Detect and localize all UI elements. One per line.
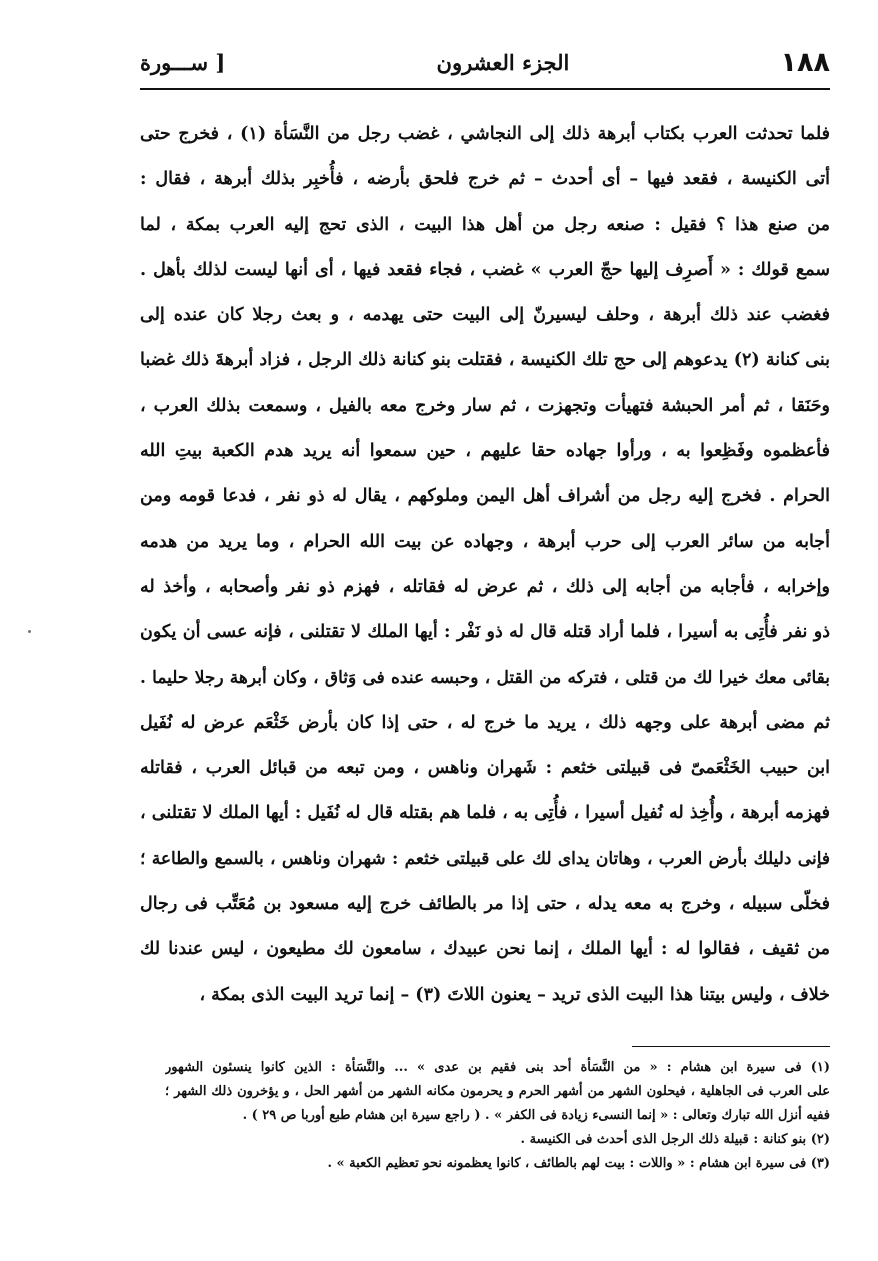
text-line: فغضب عند ذلك أبرهة ، وحلف ليسيرنّ إلى البيت حتى يهدمه ، و بعث رجلا كان عنده إلى	[140, 305, 830, 326]
text-line: بنى كنانة (٢) يدعوهم إلى حج تلك الكنيسة ، فقتلت بنو كنانة ذلك الرجل ، فزاد أبرهةَ ذلك غضبا	[140, 350, 830, 371]
page-number: ١٨٨	[780, 46, 830, 78]
running-title: الجزء العشرون	[436, 49, 570, 75]
footnote-line: على العرب فى الجاهلية ، فيحلون الشهر من أشهر الحرم و يحرمون مكانه الشهر من أشهر الحل ، و يؤخرون ذلك الشهر ؛	[165, 1084, 830, 1099]
text-line: الحرام . فخرج إليه رجل من أشراف أهل اليمن وملوكهم ، يقال له ذو نفر ، فدعا قومه ومن	[140, 486, 830, 507]
footnote-rule	[632, 1046, 830, 1047]
body-text	[140, 112, 830, 1018]
text-line: سمع قولك : « أَصرِف إليها حجّ العرب » غضب ، فجاء فقعد فيها ، أى أنها ليست لذلك بأهل .	[140, 259, 830, 280]
footnote-line: (٣) فى سيرة ابن هشام : « واللات : بيت لهم بالطائف ، كانوا يعظمونه نحو تعظيم الكعبة » .	[327, 1156, 830, 1171]
scan-speck	[28, 630, 31, 633]
text-line: فهزمه أبرهة ، وأُخِذ له نُفيل أسيرا ، فأُتِى به ، فلما هم بقتله قال له نُفَيل : أيها الملك لا تقتلنى ،	[140, 803, 830, 824]
text-line: فلما تحدثت العرب بكتاب أبرهة ذلك إلى النجاشي ، غضب رجل من النَّسَأة (١) ، فخرج حتى	[140, 124, 830, 144]
text-line: خلاف ، وليس بيتنا هذا البيت الذى تريد – يعنون اللاتَ (٣) – إنما تريد البيت الذى بمكة ،	[199, 984, 830, 1005]
text-line: فخلّى سبيله ، وخرج به معه يدله ، حتى إذا مر بالطائف خرج إليه مسعود بن مُعَتِّب فى رجال	[140, 894, 830, 915]
text-line: وإخرابه ، فأجابه من أجابه إلى ذلك ، ثم عرض له فقاتله ، فهزم ذو نفر وأصحابه ، وأخذ له	[140, 576, 830, 597]
text-line: وحَنَقا ، ثم أمر الحبشة فتهيأت وتجهزت ، ثم سار وخرج معه بالفيل ، وسمعت بذلك العرب ،	[140, 395, 830, 416]
header-rule	[140, 88, 830, 90]
text-line: من صنع هذا ؟ فقيل : صنعه رجل من أهل هذا البيت ، الذى تحج إليه العرب بمكة ، لما	[140, 214, 830, 235]
text-line: أتى الكنيسة ، فقعد فيها – أى أحدث – ثم خرج فلحق بأرضه ، فأُخبِر بذلك أبرهة ، فقال :	[140, 169, 830, 190]
surah-label: [ ســـورة	[140, 49, 226, 75]
footnotes	[165, 1056, 830, 1176]
footnote-line: ففيه أنزل الله تبارك وتعالى : « إنما النسىء زيادة فى الكفر » . ( راجع سيرة ابن هشام طبع أوربا ص ٢٩ ) .	[242, 1108, 830, 1123]
footnote-line: (٢) بنو كنانة : قبيلة ذلك الرجل الذى أحدث فى الكنيسة .	[520, 1132, 830, 1147]
text-line: ذو نفر فأُتِى به أسيرا ، فلما أراد قتله قال له ذو نَفْر : أيها الملك لا تقتلنى ، فإنه عسى أن يكون	[140, 622, 830, 643]
text-line: فأعظموه وفَظِعوا به ، ورأوا جهاده حقا عليهم ، حين سمعوا أنه يريد هدم الكعبة بيتِ الله	[140, 441, 830, 462]
text-line: فإنى دليلك بأرض العرب ، وهاتان يداى لك على قبيلتى خثعم : شهران وناهس ، بالسمع والطاعة ؛	[140, 848, 830, 869]
text-line: ابن حبيب الخَثْعَمىّ فى قبيلتى خثعم : شَهران وناهس ، ومن تبعه من قبائل العرب ، فقاتله	[140, 758, 830, 779]
text-line: أجابه من سائر العرب إلى حرب أبرهة ، وجهاده عن بيت الله الحرام ، وما يريد من هدمه	[140, 531, 830, 552]
text-line: من ثقيف ، فقالوا له : أيها الملك ، إنما نحن عبيدك ، سامعون لك مطيعون ، ليس عندنا لك	[140, 939, 830, 960]
footnote-line: (١) فى سيرة ابن هشام : « من النَّسَأة أحد بنى فقيم بن عدى » ... والنَّسَأة : الذين كانوا ينسئون الشهور	[165, 1060, 830, 1075]
page-header	[140, 40, 830, 84]
text-line: ثم مضى أبرهة على وجهه ذلك ، يريد ما خرج له ، حتى إذا كان بأرض خَثْعَم عرض له نُفَيل	[140, 712, 830, 733]
text-line: بقائى معك خيرا لك من قتلى ، فتركه من القتل ، وحبسه عنده فى وَثاق ، وكان أبرهة رجلا حليما .	[140, 667, 830, 688]
